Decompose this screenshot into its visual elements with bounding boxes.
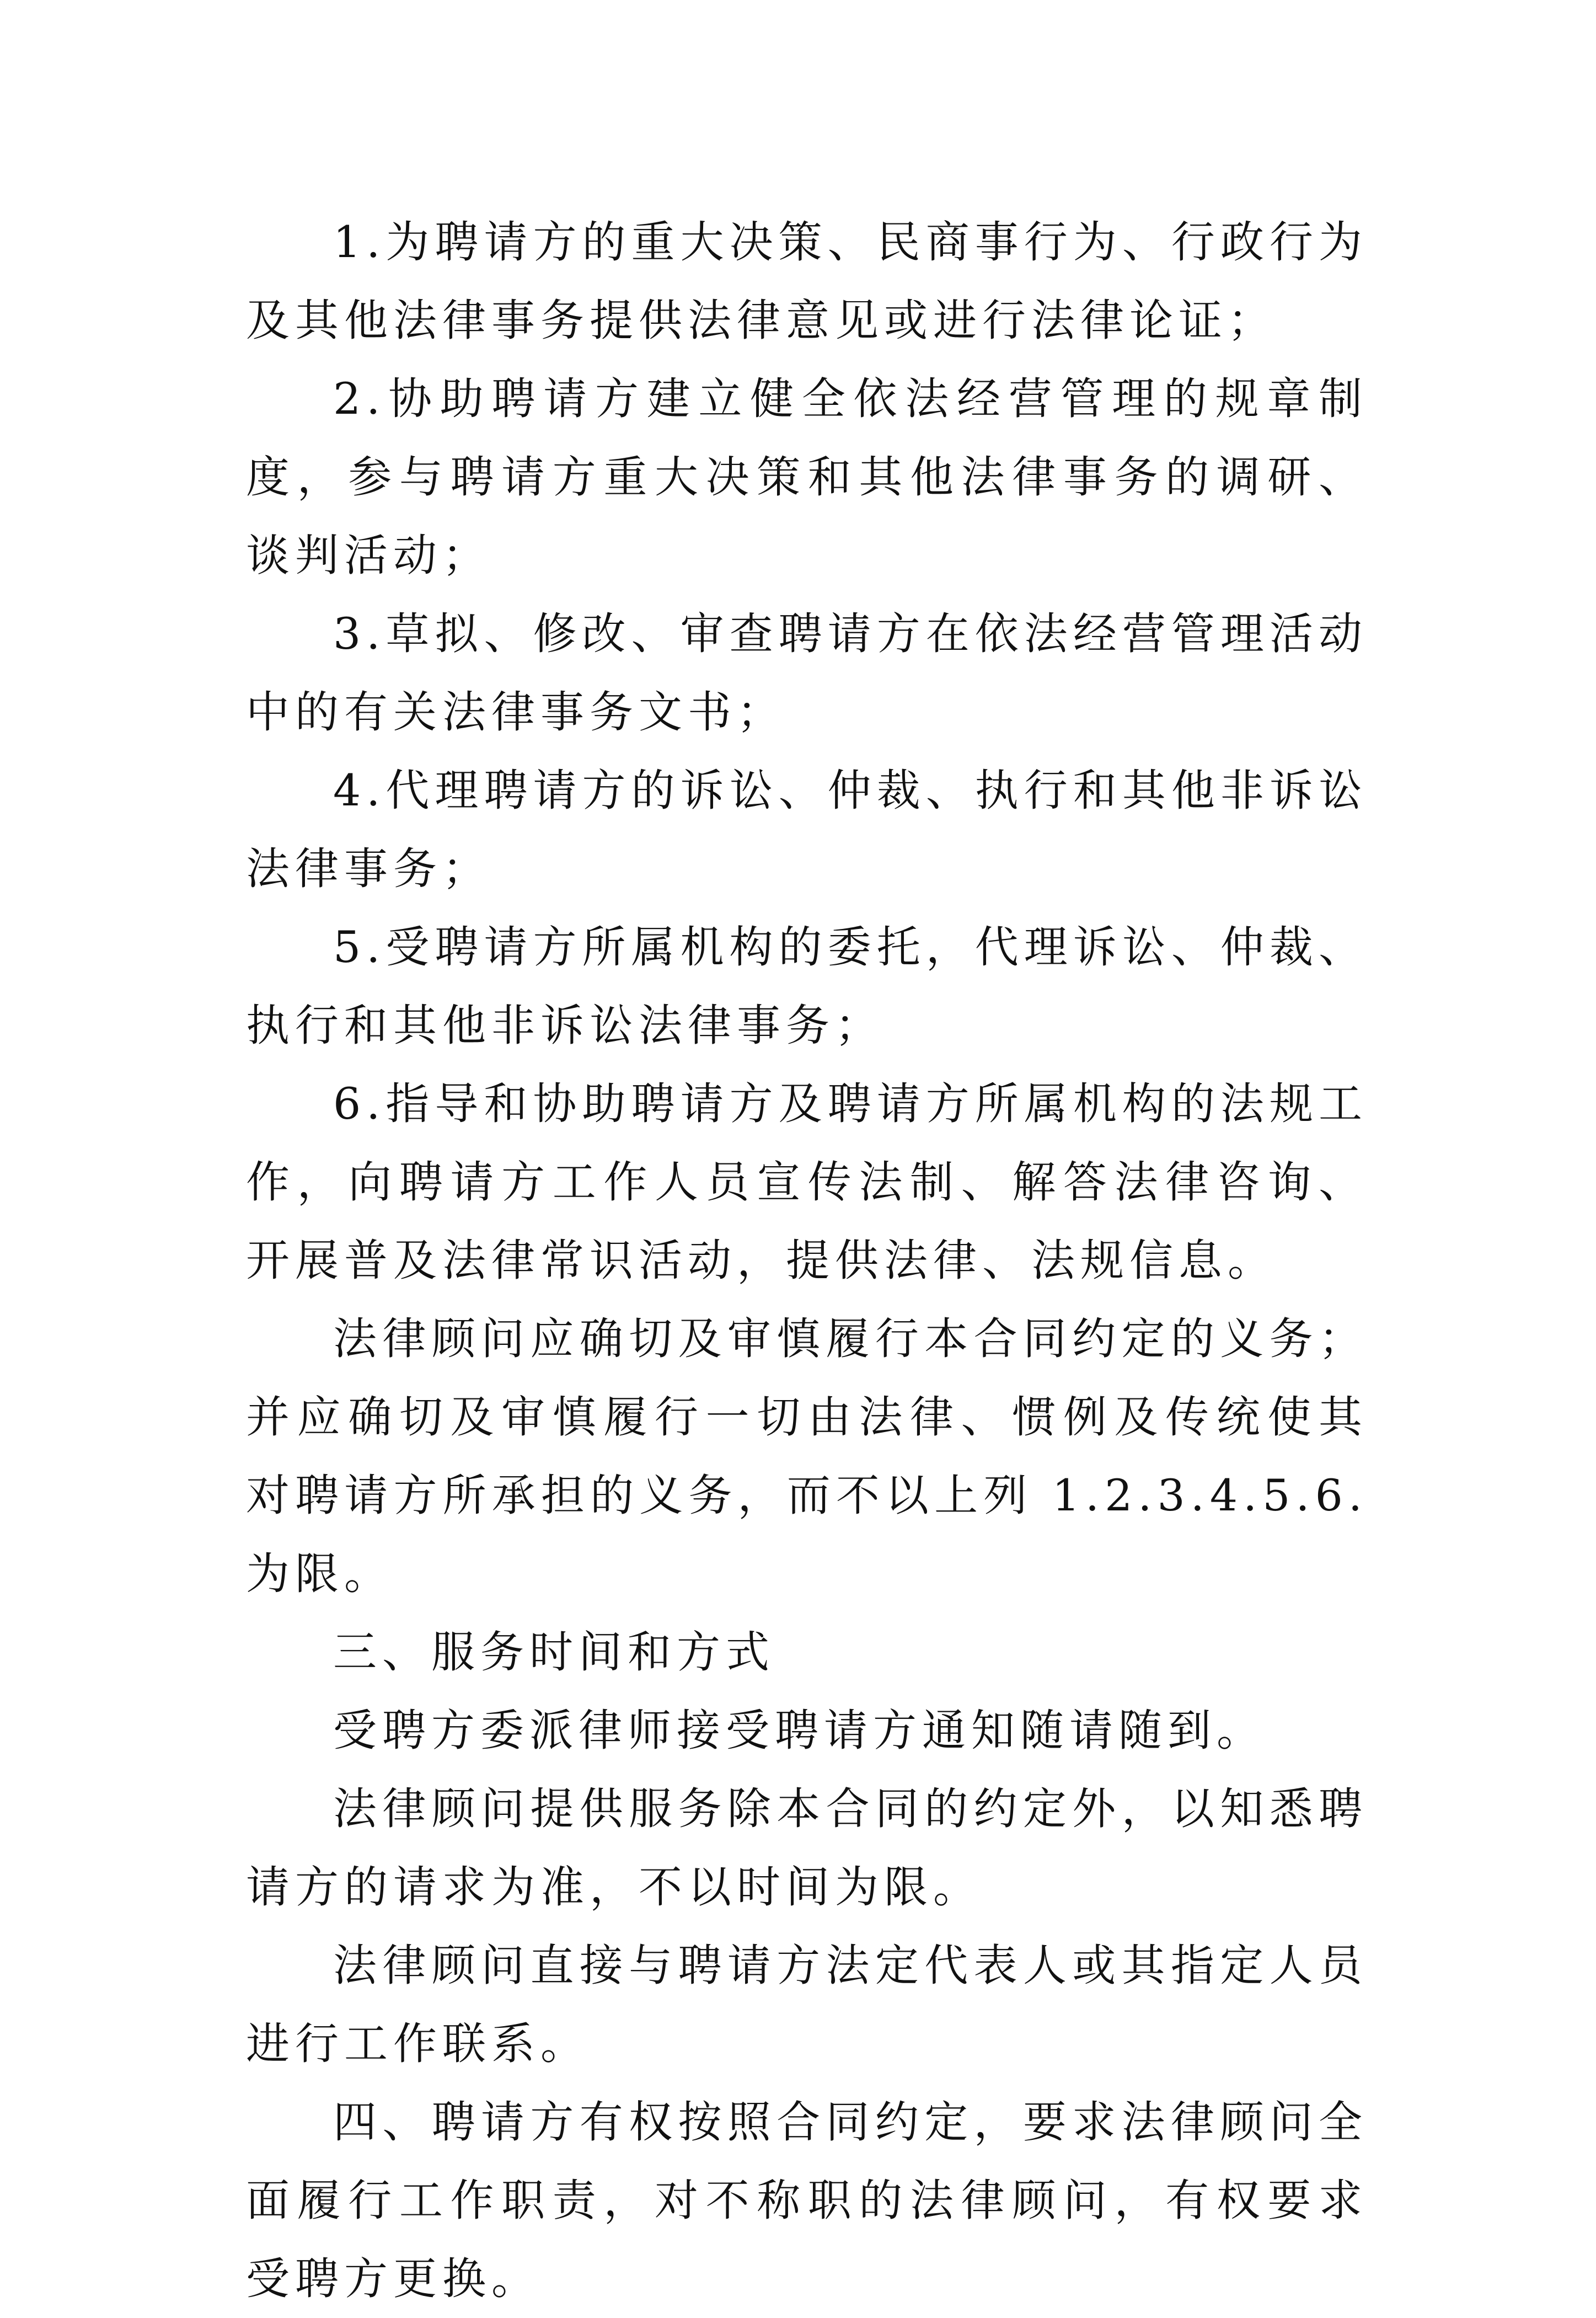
paragraph-item-3: 3.草拟、修改、审查聘请方在依法经营管理活动中的有关法律事务文书； bbox=[246, 608, 1368, 738]
paragraph-obligations: 法律顾问应确切及审慎履行本合同约定的义务；并应确切及审慎履行一切由法律、惯例及传统使其对聘请方所承担的义务，而不以上列 1.2.3.4.5.6.为限。 bbox=[246, 1313, 1368, 1599]
paragraph-item-5: 5.受聘请方所属机构的委托，代理诉讼、仲裁、执行和其他非诉讼法律事务； bbox=[246, 922, 1368, 1051]
section-heading-service-time: 三、服务时间和方式 bbox=[333, 1627, 775, 1678]
paragraph-section-four: 四、聘请方有权按照合同约定，要求法律顾问全面履行工作职责，对不称职的法律顾问，有权要求受聘方更换。 bbox=[246, 2097, 1368, 2304]
paragraph-item-2: 2.协助聘请方建立健全依法经营管理的规章制度，参与聘请方重大决策和其他法律事务的调研、谈判活动； bbox=[246, 373, 1368, 581]
paragraph-item-4: 4.代理聘请方的诉讼、仲裁、执行和其他非诉讼法律事务； bbox=[246, 765, 1368, 894]
paragraph-service-scope: 法律顾问提供服务除本合同的约定外，以知悉聘请方的请求为准，不以时间为限。 bbox=[246, 1783, 1368, 1913]
paragraph-contact: 法律顾问直接与聘请方法定代表人或其指定人员进行工作联系。 bbox=[246, 1940, 1368, 2069]
paragraph-on-call: 受聘方委派律师接受聘请方通知随请随到。 bbox=[333, 1705, 1266, 1756]
paragraph-item-1: 1.为聘请方的重大决策、民商事行为、行政行为及其他法律事务提供法律意见或进行法律论证； bbox=[246, 217, 1368, 346]
document-body bbox=[246, 203, 1368, 2318]
paragraph-item-6: 6.指导和协助聘请方及聘请方所属机构的法规工作，向聘请方工作人员宣传法制、解答法律咨询、开展普及法律常识活动，提供法律、法规信息。 bbox=[246, 1078, 1368, 1286]
